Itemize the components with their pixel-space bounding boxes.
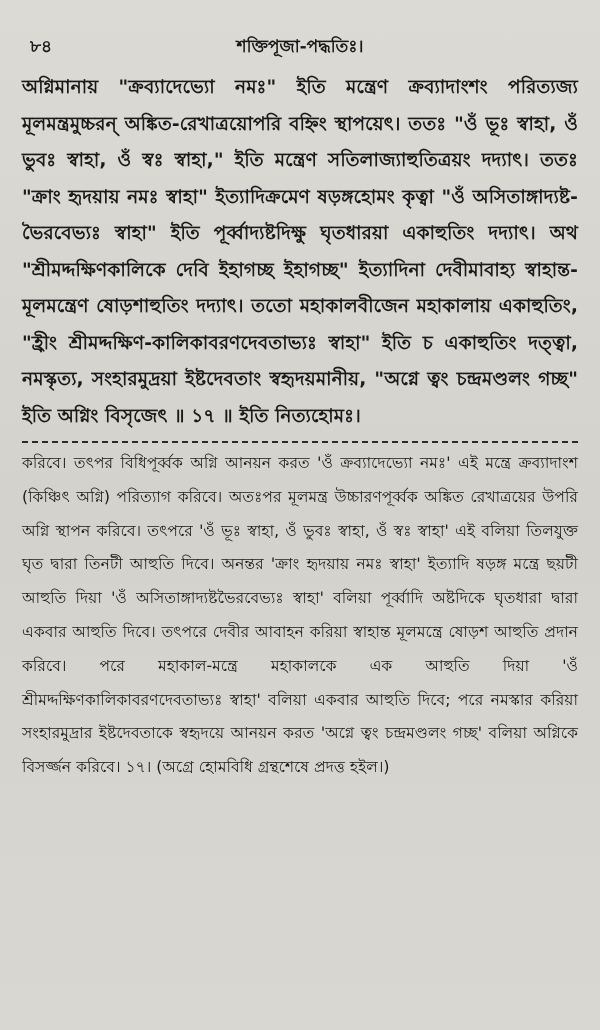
section-divider xyxy=(22,441,578,443)
sanskrit-text-block: অগ্নিমানায় "ক্রব্যাদেভ্যো নমঃ" ইতি মন্ত্রেণ ক্রব্যাদাংশং পরিত্যজ্য মূলমন্ত্রমুচ্চরন্ অঙ্কিত-রেখাত্রয়োপরি বহ্নিং স্থাপয়েৎ। ততঃ "ওঁ ভূঃ স্বাহা, ওঁ ভুবঃ স্বাহা, ওঁ স্বঃ স্বাহা," ইতি মন্ত্রেণ সতিলাজ্যাহুতিত্রয়ং দদ্যাৎ। ততঃ "ক্রাং হৃদয়ায় নমঃ স্বাহা" ইত্যাদিক্রমেণ ষড়ঙ্গহোমং কৃত্বা "ওঁ অসিতাঙ্গাদ্যষ্ট-ভৈরবেভ্যঃ স্বাহা" ইতি পূর্ব্বাদ্যষ্টদিক্ষু ঘৃতধারয়া একাহুতিং দদ্যাৎ। অথ "শ্রীমদ্দক্ষিণকালিকে দেবি ইহাগচ্ছ ইহাগচ্ছ" ইত্যাদিনা দেবীমাবাহ্য স্বাহান্ত-মূলমন্ত্রেণ ষোড়শাহুতিং দদ্যাৎ। ততো মহাকালবীজেন মহাকালায় একাহুতিং, "হ্রীং শ্রীমদ্দক্ষিণ-কালিকাবরণদেবতাভ্যঃ স্বাহা" ইতি চ একাহুতিং দত্ত্বা, নমস্কৃত্য, সংহারমুদ্রয়া ইষ্টদেবতাং স্বহৃদয়মানীয়, "অগ্নে ত্বং চন্দ্রমণ্ডলং গচ্ছ" ইতি অগ্নিং বিসৃজেৎ ॥ ১৭ ॥ ইতি নিত্যহোমঃ। xyxy=(22,77,578,427)
page-header xyxy=(22,30,578,62)
running-title: শক্তিপূজা-পদ্ধতিঃ। xyxy=(236,37,364,57)
bengali-translation-block: করিবে। তৎপর বিধিপূর্ব্বক অগ্নি আনয়ন করত 'ওঁ ক্রব্যাদেভ্যো নমঃ' এই মন্ত্রে ক্রব্যাদাংশ (কিঞ্চিৎ অগ্নি) পরিত্যাগ করিবে। অতঃপর মূলমন্ত্র উচ্চারণপূর্ব্বক অঙ্কিত রেখাত্রয়ের উপরি অগ্নি স্থাপন করিবে। তৎপরে 'ওঁ ভূঃ স্বাহা, ওঁ ভুবঃ স্বাহা, ওঁ স্বঃ স্বাহা' এই বলিয়া তিলযুক্ত ঘৃত দ্বারা তিনটী আহুতি দিবে। অনন্তর 'ক্রাং হৃদয়ায় নমঃ স্বাহা' ইত্যাদি ষড়ঙ্গ মন্ত্রে ছয়টী আহুতি দিয়া 'ওঁ অসিতাঙ্গাদ্যষ্টভৈরবেভ্যঃ স্বাহা' বলিয়া পূর্ব্বাদি অষ্টদিকে ঘৃতধারা দ্বারা একবার আহুতি দিবে। তৎপরে দেবীর আবাহন করিয়া স্বাহান্ত মূলমন্ত্রে ষোড়শ আহুতি প্রদান করিবে। পরে মহাকাল-মন্ত্রে মহাকালকে এক আহুতি দিয়া 'ওঁ শ্রীমদ্দক্ষিণকালিকাবরণদেবতাভ্যঃ স্বাহা' বলিয়া একবার আহুতি দিবে; পরে নমস্কার করিয়া সংহারমুদ্রার ইষ্টদেবতাকে স্বহৃদয়ে আনয়ন করত 'অগ্নে ত্বং চন্দ্রমণ্ডলং গচ্ছ' বলিয়া অগ্নিকে বিসর্জ্জন করিবে। ১৭। (অগ্রে হোমবিধি গ্রন্থশেষে প্রদত্ত হইল।) xyxy=(22,454,579,777)
page-number: ৮৪ xyxy=(30,37,53,57)
